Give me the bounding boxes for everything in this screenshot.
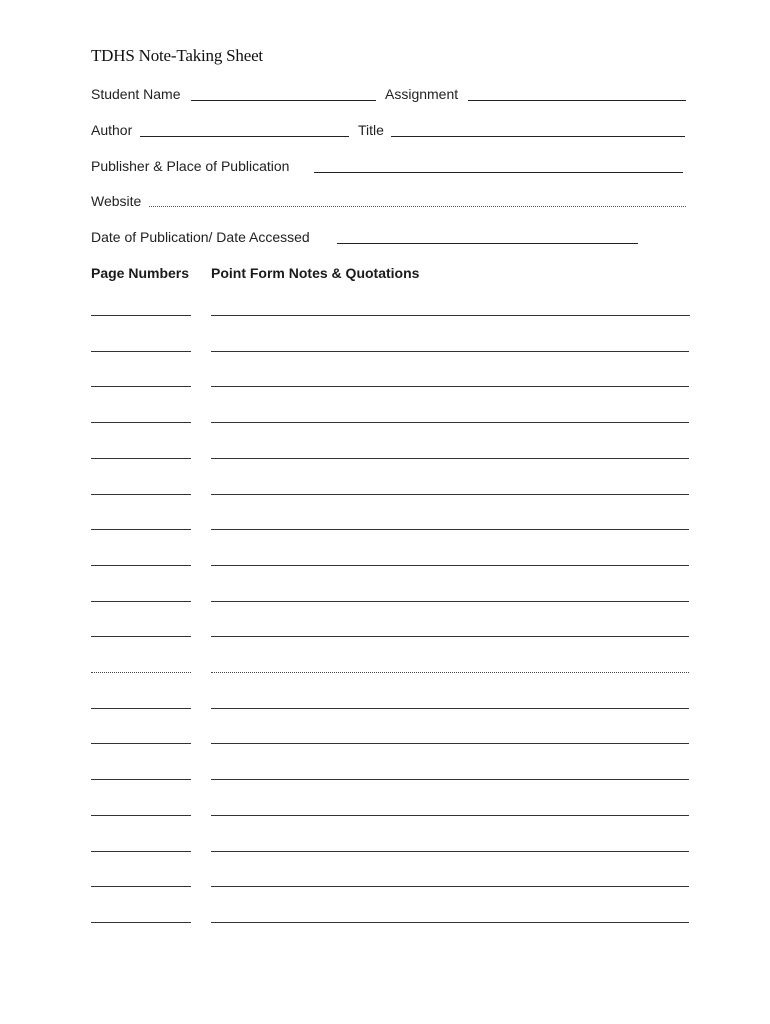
publisher-label: Publisher & Place of Publication: [91, 158, 290, 174]
page-number-line[interactable]: [91, 494, 191, 495]
page-number-line[interactable]: [91, 886, 191, 887]
note-line[interactable]: [211, 851, 689, 852]
note-line[interactable]: [211, 529, 689, 530]
student-name-label: Student Name: [91, 86, 181, 102]
website-label: Website: [91, 193, 142, 209]
page-number-line[interactable]: [91, 422, 191, 423]
note-line[interactable]: [211, 636, 689, 637]
page-number-line[interactable]: [91, 636, 191, 637]
publisher-field[interactable]: [314, 172, 683, 173]
notes-header: Point Form Notes & Quotations: [211, 265, 420, 281]
note-line[interactable]: [211, 672, 689, 673]
note-line[interactable]: [211, 494, 689, 495]
page-number-line[interactable]: [91, 743, 191, 744]
note-line[interactable]: [211, 886, 689, 887]
student-name-field[interactable]: [191, 100, 376, 101]
date-label: Date of Publication/ Date Accessed: [91, 229, 310, 245]
page-number-line[interactable]: [91, 851, 191, 852]
page-number-line[interactable]: [91, 672, 191, 673]
note-line[interactable]: [211, 922, 689, 923]
note-line[interactable]: [211, 422, 689, 423]
note-line[interactable]: [211, 315, 690, 316]
note-line[interactable]: [211, 815, 689, 816]
note-line[interactable]: [211, 601, 689, 602]
document-title: TDHS Note-Taking Sheet: [91, 46, 263, 65]
note-line[interactable]: [211, 351, 689, 352]
date-field[interactable]: [337, 243, 638, 244]
page-number-line[interactable]: [91, 815, 191, 816]
page-numbers-header: Page Numbers: [91, 265, 190, 281]
assignment-field[interactable]: [468, 100, 686, 101]
assignment-label: Assignment: [385, 86, 459, 102]
note-line[interactable]: [211, 779, 689, 780]
author-field[interactable]: [140, 136, 349, 137]
page-number-line[interactable]: [91, 351, 191, 352]
page-number-line[interactable]: [91, 708, 191, 709]
note-line[interactable]: [211, 565, 689, 566]
page-number-line[interactable]: [91, 565, 191, 566]
page-number-line[interactable]: [91, 529, 191, 530]
page-number-line[interactable]: [91, 386, 191, 387]
note-line[interactable]: [211, 743, 689, 744]
title-field[interactable]: [391, 136, 685, 137]
website-field[interactable]: [149, 206, 686, 207]
page-number-line[interactable]: [91, 458, 191, 459]
page-number-line[interactable]: [91, 779, 191, 780]
note-line[interactable]: [211, 386, 689, 387]
author-label: Author: [91, 122, 133, 138]
note-line[interactable]: [211, 708, 689, 709]
note-line[interactable]: [211, 458, 689, 459]
title-label: Title: [358, 122, 384, 138]
page-number-line[interactable]: [91, 922, 191, 923]
page-number-line[interactable]: [91, 601, 191, 602]
page-number-line[interactable]: [91, 315, 191, 316]
